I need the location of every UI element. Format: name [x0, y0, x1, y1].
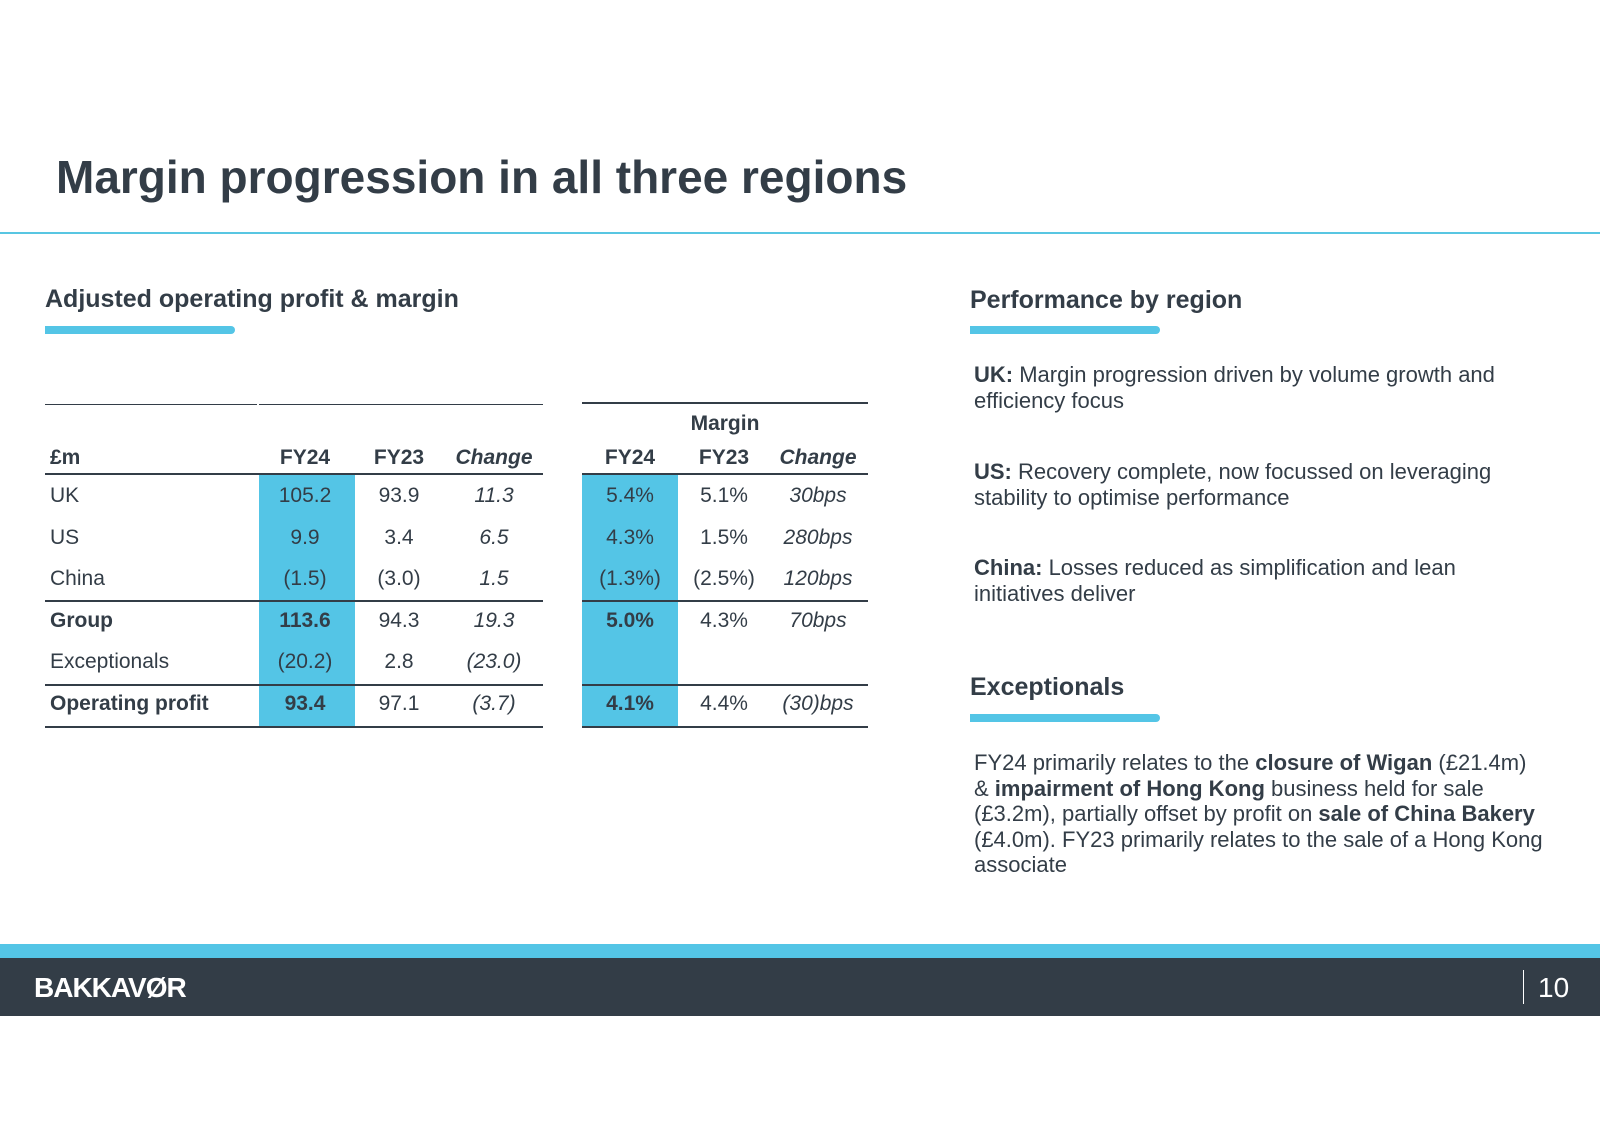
- profit-cell-fy23: 93.9: [378, 484, 420, 507]
- profit-cell-fy24: 105.2: [278, 484, 332, 507]
- margin-col-header-fy24: FY24: [604, 446, 656, 469]
- margin-cell-fy24: 4.1%: [606, 692, 654, 715]
- margin-cell-change: 280bps: [783, 526, 853, 549]
- margin-cell-change: (30)bps: [782, 692, 854, 715]
- exceptionals-heading-underline: [970, 714, 1160, 722]
- margin-cell-fy23: (2.5%): [693, 567, 755, 590]
- slide-title: Margin progression in all three regions: [56, 151, 908, 203]
- profit-cell-change: (23.0): [466, 650, 522, 673]
- profit-cell-fy24: 93.4: [284, 692, 326, 715]
- profit-row-label: US: [50, 526, 80, 549]
- margin-table-operating-rule: [582, 684, 868, 686]
- margin-cell-fy23: 5.1%: [700, 484, 748, 507]
- margin-cell-fy24: 5.0%: [606, 609, 654, 632]
- margin-cell-fy24: (1.3%): [599, 567, 661, 590]
- profit-margin-heading: Adjusted operating profit & margin: [45, 285, 459, 313]
- profit-cell-fy24: 113.6: [279, 609, 331, 632]
- exceptionals-text-part: (£21.4m) &: [974, 750, 1527, 801]
- profit-cell-change: 6.5: [479, 526, 509, 549]
- profit-cell-fy23: (3.0): [377, 567, 421, 590]
- exceptionals-heading: Exceptionals: [970, 673, 1125, 701]
- performance-item-uk: [974, 362, 1544, 413]
- margin-col-header-change: Change: [779, 446, 857, 469]
- exceptionals-bold-part: sale of China Bakery: [1318, 801, 1535, 826]
- profit-row-label: UK: [50, 484, 80, 507]
- profit-cell-change: 1.5: [479, 567, 509, 590]
- performance-item-text: Recovery complete, now focussed on leveraging stability to optimise performance: [974, 459, 1492, 510]
- margin-cell-fy23: 1.5%: [700, 526, 748, 549]
- margin-col-header-fy23: FY23: [698, 446, 750, 469]
- page-number-divider: [1523, 970, 1524, 1004]
- profit-table-bottom-rule: [45, 726, 543, 728]
- bakkavor-logo: BAKKAVØR: [34, 972, 186, 1003]
- footer-bar: [0, 958, 1600, 1016]
- profit-row-label: Operating profit: [50, 692, 209, 715]
- profit-cell-change: (3.7): [472, 692, 516, 715]
- performance-item-china: [974, 555, 1504, 606]
- title-divider: [0, 232, 1600, 234]
- performance-item-label: UK:: [974, 362, 1014, 387]
- profit-col-header-fy23: FY23: [373, 446, 425, 469]
- exceptionals-bold-part: impairment of Hong Kong: [994, 775, 1265, 801]
- performance-item-text: Losses reduced as simplification and lean initiatives deliver: [974, 555, 1456, 606]
- profit-row-label: China: [50, 567, 105, 590]
- exceptionals-bold-part: closure of Wigan: [1255, 750, 1433, 775]
- margin-table-group-rule: [582, 600, 868, 602]
- profit-cell-fy23: 2.8: [384, 650, 414, 673]
- performance-item-label: China:: [974, 555, 1043, 580]
- margin-cell-fy23: 4.4%: [700, 692, 748, 715]
- profit-cell-change: 11.3: [474, 484, 514, 507]
- profit-row-label: Group: [50, 609, 113, 632]
- footer-accent-bar: [0, 944, 1600, 958]
- profit-cell-fy24: (20.2): [277, 650, 333, 673]
- profit-cell-fy23: 97.1: [378, 692, 420, 715]
- exceptionals-text-part: FY24 primarily relates to the: [974, 750, 1256, 775]
- profit-table-group-rule: [45, 600, 543, 602]
- margin-table-top-rule: [582, 402, 868, 404]
- margin-cell-change: 70bps: [789, 609, 847, 632]
- profit-table-top-rule-right: [259, 404, 543, 405]
- margin-cell-fy24: 5.4%: [606, 484, 654, 507]
- profit-col-header-unit: £m: [50, 446, 81, 469]
- exceptionals-text-part: (£4.0m). FY23 primarily relates to the sale of a Hong Kong associate: [974, 826, 1543, 877]
- profit-table-operating-rule: [45, 684, 543, 686]
- profit-cell-fy24: 9.9: [290, 526, 320, 549]
- margin-table-bottom-rule: [582, 726, 868, 728]
- performance-item-text: Margin progression driven by volume growth and efficiency focus: [974, 362, 1495, 413]
- performance-heading: Performance by region: [970, 286, 1243, 314]
- margin-cell-change: 120bps: [783, 567, 853, 590]
- margin-table-header-rule: [582, 473, 868, 475]
- profit-cell-fy23: 3.4: [384, 526, 414, 549]
- margin-cell-change: 30bps: [789, 484, 847, 507]
- page-number: 10: [1538, 972, 1570, 1003]
- profit-col-header-fy24: FY24: [279, 446, 331, 469]
- profit-row-label: Exceptionals: [50, 650, 170, 673]
- profit-cell-fy24: (1.5): [283, 567, 327, 590]
- margin-cell-fy23: 4.3%: [700, 609, 748, 632]
- profit-table-top-rule-left: [45, 404, 257, 405]
- profit-table-header-rule: [45, 473, 543, 475]
- performance-heading-underline: [970, 326, 1160, 334]
- profit-col-header-change: Change: [455, 446, 533, 469]
- profit-cell-change: 19.3: [473, 609, 515, 632]
- profit-margin-heading-underline: [45, 326, 235, 334]
- performance-item-label: US:: [974, 459, 1012, 484]
- profit-cell-fy23: 94.3: [378, 609, 420, 632]
- performance-item-us: [974, 459, 1544, 510]
- exceptionals-text: [974, 750, 1546, 878]
- margin-cell-fy24: 4.3%: [606, 526, 654, 549]
- exceptionals-text-part: business held for sale (£3.2m), partially offset by profit on: [974, 775, 1484, 826]
- margin-group-header: Margin: [690, 412, 760, 435]
